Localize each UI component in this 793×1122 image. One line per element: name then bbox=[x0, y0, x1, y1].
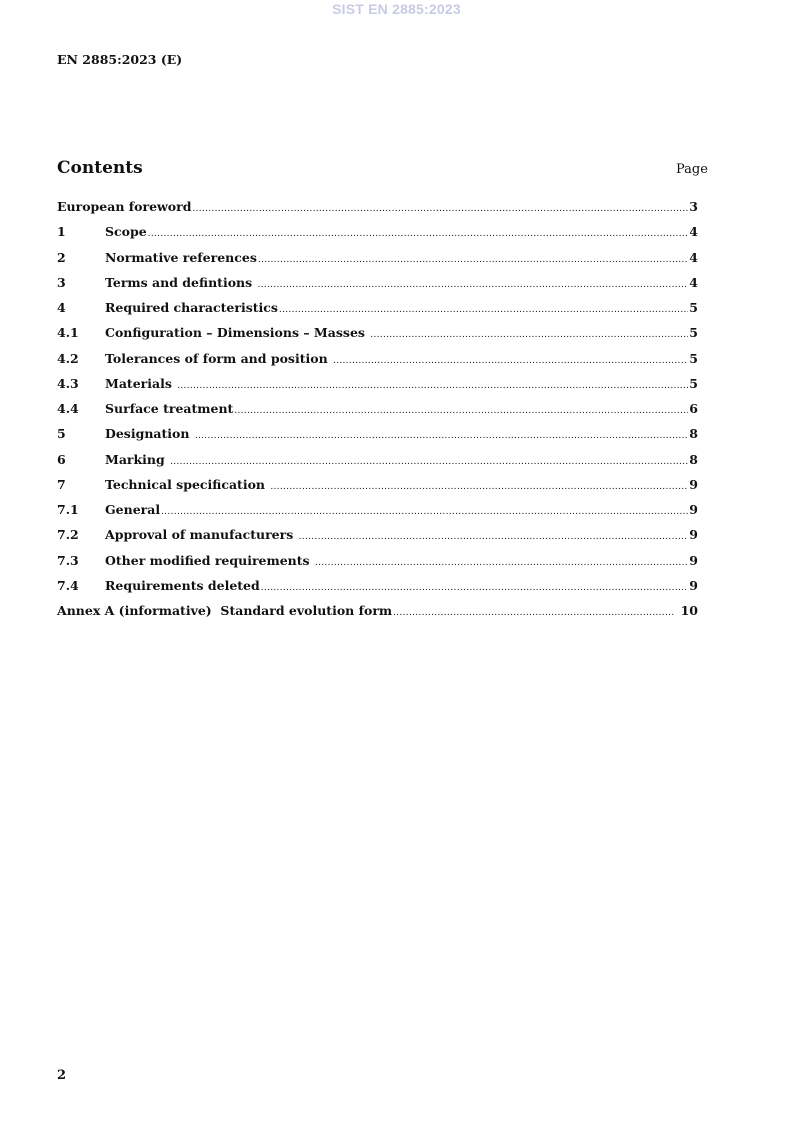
toc-entry-title: Materials bbox=[105, 375, 177, 391]
toc-entry[interactable] bbox=[57, 527, 698, 552]
toc-entry-title: Normative references bbox=[105, 249, 257, 265]
toc-entry-title: Requirements deleted bbox=[105, 577, 260, 593]
toc-entry-title: Designation bbox=[105, 426, 194, 442]
toc-entry[interactable] bbox=[57, 452, 698, 477]
toc-entry-page: 9 bbox=[689, 527, 698, 543]
toc-entry-title: Tolerances of form and position bbox=[105, 350, 333, 366]
toc-entry-number: 2 bbox=[57, 249, 66, 265]
toc-entry-title: Annex A (informative) Standard evolution form bbox=[57, 603, 393, 618]
toc-dot-leader bbox=[261, 583, 689, 593]
toc-entry[interactable] bbox=[57, 426, 698, 451]
toc-entry-title: Terms and defintions bbox=[105, 274, 257, 290]
toc-entry-number: 4.1 bbox=[57, 325, 79, 341]
toc-entry-title: Required characteristics bbox=[105, 300, 278, 315]
toc-dot-leader bbox=[258, 280, 689, 290]
toc-dot-leader bbox=[148, 229, 689, 239]
toc-entry-title: General bbox=[105, 502, 161, 517]
toc-entry-page: 9 bbox=[689, 502, 698, 517]
toc-entry[interactable] bbox=[57, 224, 698, 249]
watermark: SIST EN 2885:2023 bbox=[332, 1, 461, 17]
toc-entry-number: 6 bbox=[57, 451, 66, 467]
toc-entry-number: 1 bbox=[57, 224, 66, 240]
toc-dot-leader bbox=[258, 255, 688, 265]
toc-entry-page: 5 bbox=[689, 325, 698, 341]
toc-entry[interactable] bbox=[57, 477, 698, 502]
toc-entry-number: 7.4 bbox=[57, 577, 79, 593]
toc-entry[interactable] bbox=[57, 300, 698, 325]
toc-entry-title: Configuration – Dimensions – Masses bbox=[105, 325, 370, 341]
toc-entry-page: 10 bbox=[676, 603, 698, 618]
toc-entry[interactable] bbox=[57, 275, 698, 300]
toc-entry-page: 9 bbox=[689, 577, 698, 593]
toc-entry[interactable] bbox=[57, 199, 698, 224]
toc-entry-page: 5 bbox=[689, 350, 698, 366]
toc-dot-leader bbox=[161, 507, 688, 517]
contents-title: Contents bbox=[57, 158, 143, 178]
document-id-header: EN 2885:2023 (E) bbox=[57, 52, 183, 67]
toc-entry[interactable] bbox=[57, 351, 698, 376]
page-column-label: Page bbox=[676, 162, 708, 177]
toc-entry-number: 4.2 bbox=[57, 350, 79, 366]
toc-entry-page: 9 bbox=[689, 476, 698, 492]
toc-entry[interactable] bbox=[57, 250, 698, 275]
toc-entry-number: 4.3 bbox=[57, 375, 79, 391]
toc-entry-number: 7.1 bbox=[57, 502, 79, 517]
toc-dot-leader bbox=[170, 457, 688, 467]
toc-entry-page: 5 bbox=[689, 300, 698, 315]
toc-entry[interactable] bbox=[57, 401, 698, 426]
toc-dot-leader bbox=[279, 305, 688, 315]
toc-entry[interactable] bbox=[57, 578, 698, 603]
toc-dot-leader bbox=[333, 356, 688, 366]
toc-entry-number: 4 bbox=[57, 300, 66, 315]
toc-entry-number: 7.2 bbox=[57, 527, 79, 543]
toc-entry-title: Scope bbox=[105, 224, 147, 240]
toc-entry[interactable] bbox=[57, 325, 698, 350]
toc-entry[interactable] bbox=[57, 603, 698, 628]
toc-entry-title: Surface treatment bbox=[105, 401, 234, 416]
toc-entry-page: 3 bbox=[689, 199, 698, 214]
toc-entry-page: 6 bbox=[689, 401, 698, 416]
toc-entry-page: 8 bbox=[689, 426, 698, 442]
toc-entry-number: 7 bbox=[57, 476, 66, 492]
toc-dot-leader bbox=[234, 406, 688, 416]
table-of-contents bbox=[57, 199, 698, 628]
toc-entry-number: 3 bbox=[57, 274, 66, 290]
toc-entry[interactable] bbox=[57, 553, 698, 578]
toc-entry-page: 8 bbox=[689, 451, 698, 467]
toc-dot-leader bbox=[177, 381, 688, 391]
toc-entry-number: 5 bbox=[57, 426, 66, 442]
toc-entry-title: Technical specification bbox=[105, 476, 270, 492]
toc-entry-page: 4 bbox=[689, 274, 698, 290]
toc-entry-title: Other modified requirements bbox=[105, 552, 314, 568]
toc-entry[interactable] bbox=[57, 502, 698, 527]
footer-page-number: 2 bbox=[57, 1068, 67, 1083]
toc-dot-leader bbox=[270, 482, 688, 492]
toc-dot-leader bbox=[192, 204, 688, 214]
toc-dot-leader bbox=[195, 431, 688, 441]
toc-dot-leader bbox=[393, 608, 675, 618]
toc-dot-leader bbox=[299, 532, 689, 542]
toc-entry-page: 4 bbox=[689, 224, 698, 240]
toc-entry-title: Marking bbox=[105, 451, 170, 467]
toc-entry-page: 5 bbox=[689, 375, 698, 391]
toc-entry-page: 4 bbox=[689, 249, 698, 265]
toc-entry-number: 7.3 bbox=[57, 552, 79, 568]
toc-entry-number: 4.4 bbox=[57, 401, 79, 416]
toc-entry-page: 9 bbox=[689, 552, 698, 568]
toc-entry[interactable] bbox=[57, 376, 698, 401]
toc-dot-leader bbox=[315, 558, 688, 568]
toc-dot-leader bbox=[370, 330, 688, 340]
toc-entry-title: Approval of manufacturers bbox=[105, 527, 298, 543]
toc-entry-title: European foreword bbox=[57, 199, 192, 214]
